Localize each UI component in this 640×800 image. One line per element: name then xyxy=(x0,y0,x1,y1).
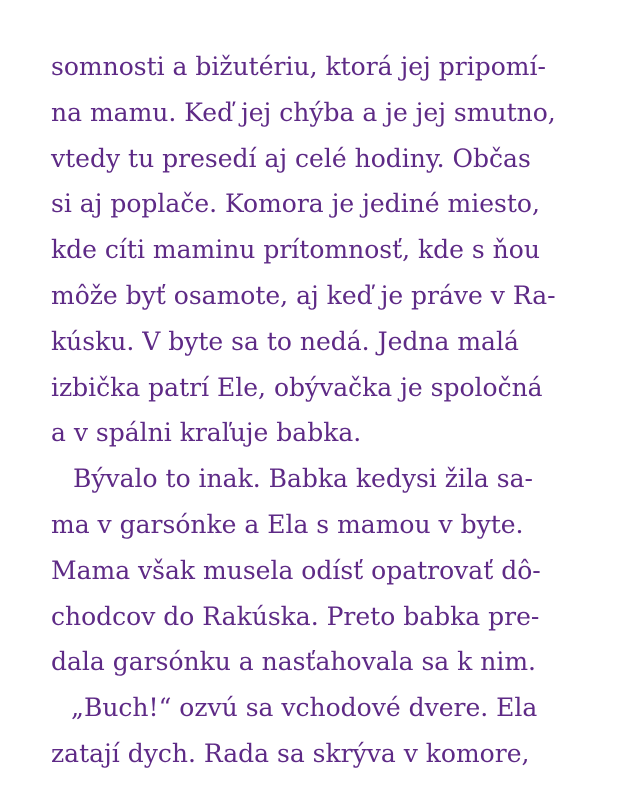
paragraph-start-line: „Buch!“ ozvú sa vchodové dvere. Ela xyxy=(71,693,538,723)
text-line: zatají dych. Rada sa skrýva v komore, xyxy=(51,738,530,768)
text-line: kde cíti maminu prítomnosť, kde s ňou xyxy=(51,235,540,265)
body-text xyxy=(51,44,611,777)
text-line: somnosti a bižutériu, ktorá jej pripomí- xyxy=(51,52,546,81)
text-line: dala garsónku a nasťahovala sa k nim. xyxy=(51,647,536,677)
text-line: si aj poplače. Komora je jediné miesto, xyxy=(51,189,540,219)
text-line: na mamu. Keď jej chýba a je jej smutno, xyxy=(51,97,556,127)
text-line: vtedy tu presedí aj celé hodiny. Občas xyxy=(51,143,531,173)
text-line: ma v garsónke a Ela s mamou v byte. xyxy=(51,509,524,539)
text-line: a v spálni kraľuje babka. xyxy=(51,418,362,448)
text-line: môže byť osamote, aj keď je práve v Ra- xyxy=(51,280,556,310)
text-line: kúsku. V byte sa to nedá. Jedna malá xyxy=(51,326,519,356)
paragraph-start-line: Bývalo to inak. Babka kedysi žila sa- xyxy=(73,464,533,494)
text-line: Mama však musela odísť opatrovať dô- xyxy=(51,555,541,585)
text-line: chodcov do Rakúska. Preto babka pre- xyxy=(51,601,540,631)
text-line: izbička patrí Ele, obývačka je spoločná xyxy=(51,372,543,402)
